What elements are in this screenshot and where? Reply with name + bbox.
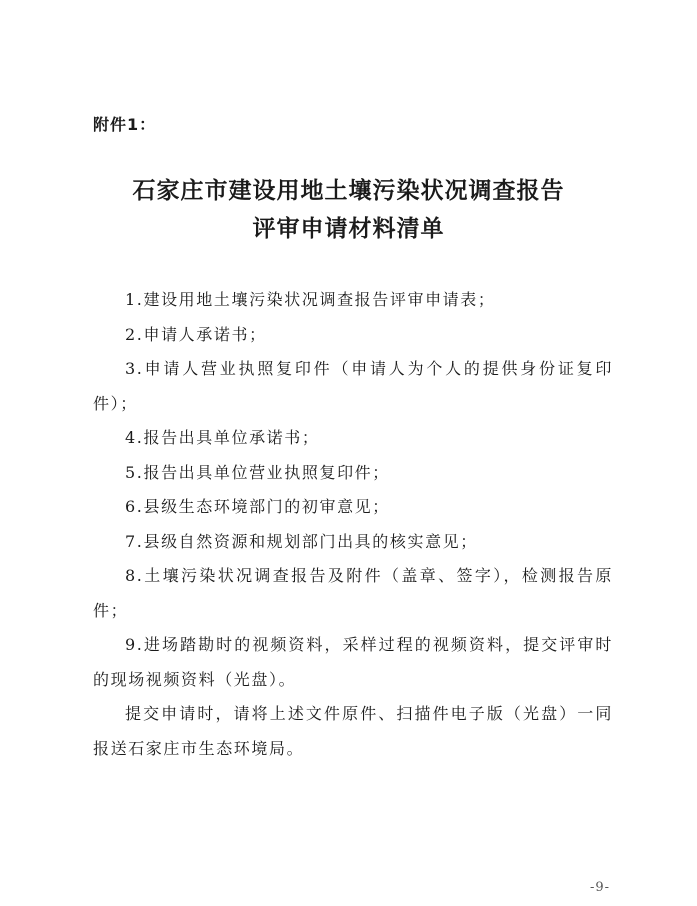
title-line-2: 评审申请材料清单 bbox=[252, 215, 445, 242]
list-item: 5.报告出具单位营业执照复印件； bbox=[125, 462, 390, 482]
list-item: 9.进场踏勘时的视频资料，采样过程的视频资料，提交评审时的现场视频资料（光盘）。 bbox=[93, 635, 613, 689]
list-item: 4.报告出具单位承诺书； bbox=[125, 428, 320, 447]
list-item: 7.县级自然资源和规划部门出具的核实意见； bbox=[125, 531, 478, 551]
page-number: -9- bbox=[590, 880, 611, 895]
closing-paragraph: 提交申请时，请将上述文件原件、扫描件电子版（光盘）一同报送石家庄市生态环境局。 bbox=[93, 704, 613, 758]
list-item: 3.申请人营业执照复印件（申请人为个人的提供身份证复印件）； bbox=[93, 359, 613, 413]
list-item: 6.县级生态环境部门的初审意见； bbox=[125, 497, 390, 516]
list-item: 2.申请人承诺书； bbox=[125, 324, 267, 344]
list-item: 8.土壤污染状况调查报告及附件（盖章、签字），检测报告原件； bbox=[93, 566, 613, 620]
list-item: 1.建设用地土壤污染状况调查报告评审申请表； bbox=[125, 290, 496, 309]
document-title bbox=[0, 172, 697, 248]
title-line-1: 石家庄市建设用地土壤污染状况调查报告 bbox=[132, 177, 565, 204]
document-body bbox=[93, 283, 613, 766]
attachment-label: 附件1： bbox=[93, 115, 157, 134]
